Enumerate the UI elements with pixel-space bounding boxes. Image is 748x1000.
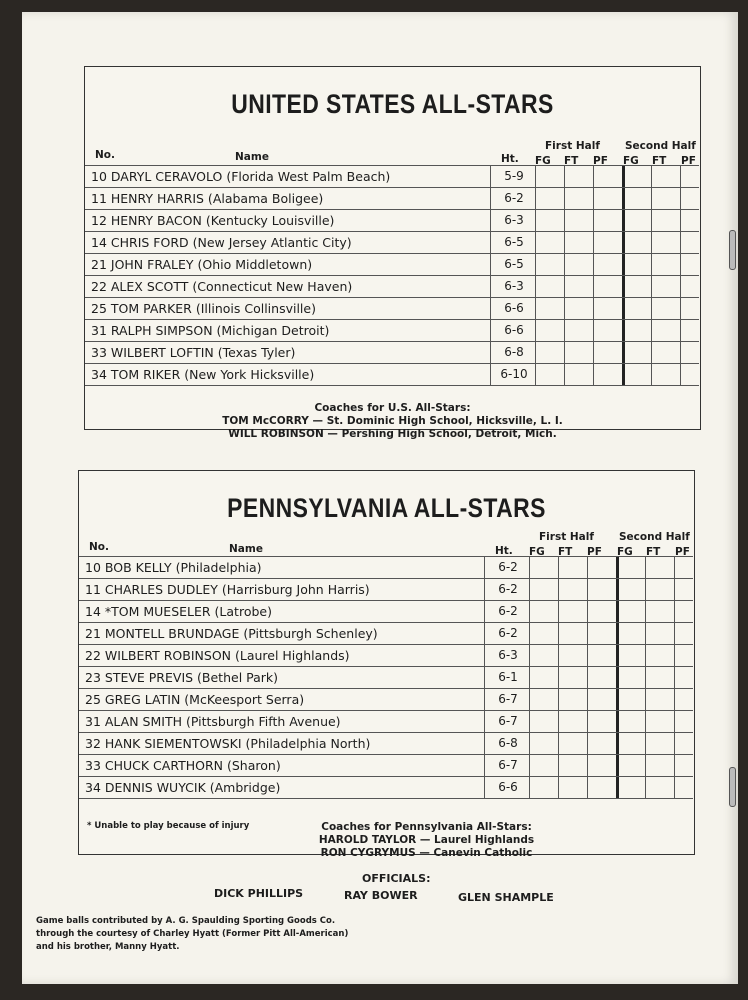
pa-stat-col: FG xyxy=(529,546,545,558)
stat-cells xyxy=(490,320,699,341)
stat-cell xyxy=(564,166,565,187)
stat-cell xyxy=(616,777,619,798)
stat-cell xyxy=(484,623,485,644)
stat-cell xyxy=(490,276,491,297)
stat-cell xyxy=(490,254,491,275)
stat-cell xyxy=(564,320,565,341)
table-bottom-rule xyxy=(79,798,693,799)
stat-cell xyxy=(490,320,491,341)
player-name: 33 WILBERT LOFTIN (Texas Tyler) xyxy=(91,345,296,360)
stat-cell xyxy=(529,689,530,710)
us-stat-col: FT xyxy=(652,155,667,167)
stat-cell xyxy=(616,667,619,688)
player-height: 6-7 xyxy=(498,714,518,728)
stat-cell xyxy=(564,298,565,319)
stat-cell xyxy=(490,210,491,231)
player-height: 6-2 xyxy=(498,604,518,618)
player-height: 6-2 xyxy=(498,560,518,574)
stat-cell xyxy=(593,188,594,209)
player-name: 11 HENRY HARRIS (Alabama Boligee) xyxy=(91,191,324,206)
us-title: UNITED STATES ALL-STARS xyxy=(231,89,554,119)
pa-stat-col: PF xyxy=(675,546,690,558)
player-row xyxy=(79,666,693,688)
player-height: 6-2 xyxy=(504,191,524,205)
stat-cell xyxy=(645,623,646,644)
stat-cell xyxy=(593,320,594,341)
stat-cell xyxy=(616,579,619,600)
player-height: 6-3 xyxy=(498,648,518,662)
us-col-name: Name xyxy=(235,151,269,163)
stat-cell xyxy=(651,232,652,253)
stat-cell xyxy=(680,320,681,341)
player-row xyxy=(79,556,693,578)
us-stat-col: PF xyxy=(681,155,696,167)
stat-cell xyxy=(558,623,559,644)
stat-cell xyxy=(529,777,530,798)
player-name: 14 CHRIS FORD (New Jersey Atlantic City) xyxy=(91,235,352,250)
player-height: 6-2 xyxy=(498,582,518,596)
stat-cell xyxy=(535,254,536,275)
stat-cell xyxy=(651,166,652,187)
stat-cell xyxy=(616,645,619,666)
stat-cell xyxy=(645,689,646,710)
stat-cell xyxy=(674,777,675,798)
stat-cells xyxy=(484,777,693,798)
stat-cell xyxy=(645,645,646,666)
player-row xyxy=(85,341,699,363)
stat-cells xyxy=(484,711,693,732)
stat-cell xyxy=(484,601,485,622)
stat-cell xyxy=(490,364,491,385)
us-stat-col: FT xyxy=(564,155,579,167)
stat-cell xyxy=(593,166,594,187)
stat-cells xyxy=(490,232,699,253)
pa-stat-col: FT xyxy=(558,546,573,558)
player-height: 6-3 xyxy=(504,213,524,227)
pa-first-half: First Half xyxy=(539,531,594,543)
stat-cell xyxy=(558,689,559,710)
us-coach-2: WILL ROBINSON — Pershing High School, Detroit, Mich. xyxy=(228,428,557,440)
stat-cell xyxy=(651,188,652,209)
stat-cell xyxy=(484,579,485,600)
stat-cell xyxy=(651,320,652,341)
stat-cells xyxy=(490,342,699,363)
player-name: 10 BOB KELLY (Philadelphia) xyxy=(85,560,262,575)
stat-cell xyxy=(529,733,530,754)
player-height: 5-9 xyxy=(504,169,524,183)
player-row xyxy=(79,754,693,776)
stat-cell xyxy=(645,711,646,732)
stat-cell xyxy=(587,733,588,754)
stat-cell xyxy=(564,276,565,297)
stat-cell xyxy=(558,645,559,666)
pa-coaches-label: Coaches for Pennsylvania All-Stars: xyxy=(321,821,532,833)
stat-cell xyxy=(651,276,652,297)
player-height: 6-6 xyxy=(498,780,518,794)
pa-col-no: No. xyxy=(89,541,109,553)
footnote-line: through the courtesy of Charley Hyatt (Former Pitt All-American) xyxy=(36,929,349,939)
player-name: 10 DARYL CERAVOLO (Florida West Palm Beach) xyxy=(91,169,391,184)
stat-cell xyxy=(680,364,681,385)
player-name: 14 *TOM MUESELER (Latrobe) xyxy=(85,604,272,619)
stat-cell xyxy=(558,557,559,578)
player-height: 6-5 xyxy=(504,235,524,249)
us-stat-col: PF xyxy=(593,155,608,167)
stat-cell xyxy=(484,557,485,578)
stat-cell xyxy=(616,623,619,644)
stat-cell xyxy=(484,689,485,710)
player-name: 25 GREG LATIN (McKeesport Serra) xyxy=(85,692,305,707)
player-name: 23 STEVE PREVIS (Bethel Park) xyxy=(85,670,279,685)
stat-cell xyxy=(529,711,530,732)
stat-cell xyxy=(651,298,652,319)
player-name: 22 ALEX SCOTT (Connecticut New Haven) xyxy=(91,279,353,294)
player-name: 32 HANK SIEMENTOWSKI (Philadelphia North) xyxy=(85,736,371,751)
stat-cell xyxy=(529,557,530,578)
stat-cell xyxy=(587,557,588,578)
player-name: 31 RALPH SIMPSON (Michigan Detroit) xyxy=(91,323,330,338)
stat-cell xyxy=(587,579,588,600)
stat-cell xyxy=(484,645,485,666)
player-name: 34 DENNIS WUYCIK (Ambridge) xyxy=(85,780,281,795)
pa-stat-col: PF xyxy=(587,546,602,558)
official-name: DICK PHILLIPS xyxy=(214,887,304,900)
stat-cell xyxy=(529,579,530,600)
stat-cell xyxy=(680,276,681,297)
player-row xyxy=(79,600,693,622)
stat-cell xyxy=(674,557,675,578)
stat-cell xyxy=(645,755,646,776)
stat-cell xyxy=(680,166,681,187)
player-height: 6-1 xyxy=(498,670,518,684)
stat-cell xyxy=(622,188,625,209)
stat-cell xyxy=(587,667,588,688)
stat-cell xyxy=(622,276,625,297)
us-stat-col: FG xyxy=(623,155,639,167)
stat-cell xyxy=(484,711,485,732)
stat-cells xyxy=(490,298,699,319)
player-name: 12 HENRY BACON (Kentucky Louisville) xyxy=(91,213,335,228)
stat-cells xyxy=(484,645,693,666)
stat-cells xyxy=(490,166,699,187)
pa-coach-2: RON CYGRYMUS — Canevin Catholic xyxy=(320,847,533,859)
stat-cell xyxy=(674,755,675,776)
stat-cell xyxy=(535,166,536,187)
player-name: 34 TOM RIKER (New York Hicksville) xyxy=(91,367,315,382)
pa-title: PENNSYLVANIA ALL-STARS xyxy=(227,493,546,523)
footnote-line: and his brother, Manny Hyatt. xyxy=(36,942,180,952)
player-name: 11 CHARLES DUDLEY (Harrisburg John Harris) xyxy=(85,582,370,597)
stat-cell xyxy=(564,210,565,231)
pa-stat-col: FG xyxy=(617,546,633,558)
stat-cell xyxy=(587,689,588,710)
stat-cell xyxy=(680,298,681,319)
stat-cell xyxy=(616,689,619,710)
stat-cell xyxy=(593,342,594,363)
stat-cells xyxy=(484,689,693,710)
player-name: 21 JOHN FRALEY (Ohio Middletown) xyxy=(91,257,313,272)
stat-cell xyxy=(587,645,588,666)
pa-roster-box xyxy=(78,470,695,859)
stat-cell xyxy=(616,711,619,732)
stat-cell xyxy=(535,320,536,341)
stat-cell xyxy=(593,254,594,275)
us-coach-1: TOM McCORRY — St. Dominic High School, Hicksville, L. I. xyxy=(222,415,563,427)
us-col-no: No. xyxy=(95,149,115,161)
stat-cell xyxy=(535,210,536,231)
player-height: 6-6 xyxy=(504,301,524,315)
player-row xyxy=(85,231,699,253)
stat-cells xyxy=(490,254,699,275)
stat-cell xyxy=(651,364,652,385)
us-coaches-label: Coaches for U.S. All-Stars: xyxy=(314,402,471,414)
player-row xyxy=(85,275,699,297)
player-row xyxy=(79,710,693,732)
pa-col-ht: Ht. xyxy=(495,545,513,557)
stat-cell xyxy=(674,733,675,754)
stat-cell xyxy=(587,711,588,732)
stat-cell xyxy=(529,601,530,622)
player-name: 25 TOM PARKER (Illinois Collinsville) xyxy=(91,301,316,316)
stat-cells xyxy=(484,557,693,578)
stat-cell xyxy=(674,645,675,666)
footnote xyxy=(36,915,348,954)
stat-cell xyxy=(645,579,646,600)
stat-cell xyxy=(680,342,681,363)
stat-cell xyxy=(593,210,594,231)
player-height: 6-6 xyxy=(504,323,524,337)
stat-cells xyxy=(490,188,699,209)
us-roster-box xyxy=(84,66,701,440)
stat-cells xyxy=(484,601,693,622)
stat-cell xyxy=(680,188,681,209)
stat-cell xyxy=(622,342,625,363)
stat-cells xyxy=(484,579,693,600)
stat-cell xyxy=(616,733,619,754)
player-name: 22 WILBERT ROBINSON (Laurel Highlands) xyxy=(85,648,350,663)
stat-cell xyxy=(593,232,594,253)
stat-cell xyxy=(535,364,536,385)
pa-coach-1: HAROLD TAYLOR — Laurel Highlands xyxy=(318,834,535,846)
stat-cells xyxy=(484,623,693,644)
stat-cell xyxy=(680,232,681,253)
stat-cell xyxy=(558,755,559,776)
stat-cell xyxy=(651,342,652,363)
injury-note: * Unable to play because of injury xyxy=(87,821,250,831)
program-page xyxy=(22,12,738,984)
stat-cell xyxy=(558,667,559,688)
stat-cell xyxy=(490,342,491,363)
stat-cell xyxy=(680,210,681,231)
pa-col-name: Name xyxy=(229,543,263,555)
stat-cell xyxy=(616,601,619,622)
stat-cells xyxy=(484,733,693,754)
pa-stat-col: FT xyxy=(646,546,661,558)
player-row xyxy=(85,363,699,385)
stat-cell xyxy=(622,364,625,385)
stat-cell xyxy=(564,232,565,253)
player-row xyxy=(85,187,699,209)
stat-cell xyxy=(564,364,565,385)
stat-cells xyxy=(490,364,699,385)
player-name: 21 MONTELL BRUNDAGE (Pittsburgh Schenley) xyxy=(85,626,378,641)
officials-label: OFFICIALS: xyxy=(362,872,431,885)
stat-cell xyxy=(645,777,646,798)
stat-cell xyxy=(529,645,530,666)
stat-cell xyxy=(622,210,625,231)
player-row xyxy=(79,644,693,666)
player-row xyxy=(85,165,699,187)
stat-cell xyxy=(674,579,675,600)
stat-cell xyxy=(622,254,625,275)
stat-cell xyxy=(558,579,559,600)
footnote-line: Game balls contributed by A. G. Spaulding Sporting Goods Co. xyxy=(36,916,336,926)
stat-cell xyxy=(490,298,491,319)
stat-cell xyxy=(645,667,646,688)
official-name: GLEN SHAMPLE xyxy=(458,891,554,904)
binding-staple xyxy=(729,767,736,807)
stat-cell xyxy=(564,188,565,209)
stat-cell xyxy=(616,557,619,578)
stat-cell xyxy=(674,623,675,644)
stat-cell xyxy=(680,254,681,275)
stat-cells xyxy=(490,276,699,297)
player-row xyxy=(79,622,693,644)
player-row xyxy=(85,253,699,275)
stat-cell xyxy=(535,188,536,209)
stat-cell xyxy=(651,254,652,275)
stat-cell xyxy=(622,320,625,341)
stat-cell xyxy=(558,733,559,754)
player-name: 31 ALAN SMITH (Pittsburgh Fifth Avenue) xyxy=(85,714,341,729)
us-second-half: Second Half xyxy=(625,140,696,152)
stat-cell xyxy=(564,342,565,363)
stat-cell xyxy=(484,733,485,754)
stat-cell xyxy=(645,601,646,622)
player-height: 6-8 xyxy=(504,345,524,359)
us-col-ht: Ht. xyxy=(501,153,519,165)
player-row xyxy=(85,209,699,231)
player-height: 6-10 xyxy=(500,367,528,381)
stat-cells xyxy=(484,755,693,776)
stat-cell xyxy=(484,667,485,688)
stat-cell xyxy=(622,166,625,187)
stat-cell xyxy=(674,601,675,622)
stat-cell xyxy=(587,601,588,622)
player-row xyxy=(85,319,699,341)
stat-cell xyxy=(535,232,536,253)
stat-cell xyxy=(674,689,675,710)
pa-second-half: Second Half xyxy=(619,531,690,543)
stat-cell xyxy=(535,298,536,319)
stat-cell xyxy=(490,188,491,209)
us-first-half: First Half xyxy=(545,140,600,152)
stat-cell xyxy=(529,667,530,688)
player-row xyxy=(79,776,693,798)
player-height: 6-2 xyxy=(498,626,518,640)
player-name: 33 CHUCK CARTHORN (Sharon) xyxy=(85,758,281,773)
stat-cell xyxy=(674,667,675,688)
stat-cell xyxy=(529,755,530,776)
stat-cell xyxy=(535,342,536,363)
player-row xyxy=(79,688,693,710)
player-height: 6-7 xyxy=(498,758,518,772)
stat-cell xyxy=(622,232,625,253)
stat-cell xyxy=(622,298,625,319)
stat-cell xyxy=(645,733,646,754)
stat-cell xyxy=(490,166,491,187)
player-row xyxy=(85,297,699,319)
player-row xyxy=(79,578,693,600)
stat-cell xyxy=(593,298,594,319)
stat-cell xyxy=(587,755,588,776)
stat-cell xyxy=(490,232,491,253)
stat-cell xyxy=(593,364,594,385)
us-stat-col: FG xyxy=(535,155,551,167)
player-height: 6-7 xyxy=(498,692,518,706)
binding-staple xyxy=(729,230,736,270)
stat-cell xyxy=(484,777,485,798)
stat-cell xyxy=(484,755,485,776)
stat-cell xyxy=(587,777,588,798)
official-name: RAY BOWER xyxy=(344,889,418,902)
player-row xyxy=(79,732,693,754)
stat-cells xyxy=(484,667,693,688)
stat-cells xyxy=(490,210,699,231)
player-height: 6-3 xyxy=(504,279,524,293)
stat-cell xyxy=(674,711,675,732)
stat-cell xyxy=(593,276,594,297)
player-height: 6-8 xyxy=(498,736,518,750)
stat-cell xyxy=(645,557,646,578)
stat-cell xyxy=(535,276,536,297)
stat-cell xyxy=(616,755,619,776)
table-bottom-rule xyxy=(85,385,699,386)
stat-cell xyxy=(529,623,530,644)
stat-cell xyxy=(558,777,559,798)
stat-cell xyxy=(564,254,565,275)
stat-cell xyxy=(558,711,559,732)
stat-cell xyxy=(651,210,652,231)
stat-cell xyxy=(587,623,588,644)
player-height: 6-5 xyxy=(504,257,524,271)
stat-cell xyxy=(558,601,559,622)
